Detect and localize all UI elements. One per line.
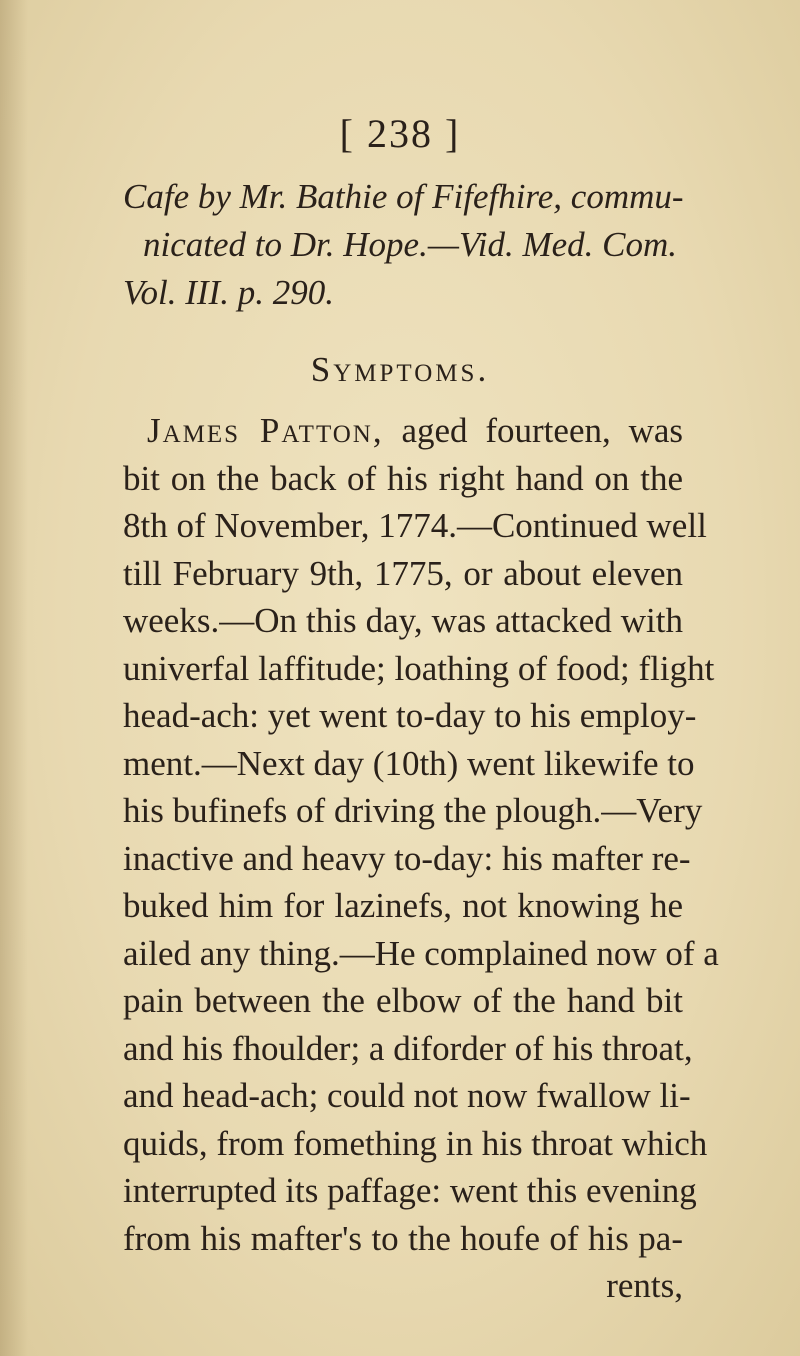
body-line — [123, 407, 683, 455]
body-line: univerfal laffitude; loathing of food; flight — [123, 648, 715, 688]
body-line: till February 9th, 1775, or about eleven — [123, 553, 683, 593]
body-line: head-ach: yet went to-day to his employ- — [123, 696, 697, 735]
patient-name: James Patton, — [147, 411, 384, 450]
body-line: pain between the elbow of the hand bit — [123, 981, 683, 1020]
section-title: Symptoms. — [310, 350, 490, 389]
body-line: and his fhoulder; a diforder of his throat, — [123, 1028, 693, 1068]
body-line: buked him for lazinefs, not knowing he — [123, 886, 683, 925]
body-line: ailed any thing.—He complained now of a — [123, 933, 719, 973]
body-line: and head-ach; could not now fwallow li- — [123, 1076, 691, 1115]
body-line: bit on the back of his right hand on the — [123, 458, 683, 498]
heading-line: nicated to Dr. Hope.—Vid. Med. Com. — [143, 225, 678, 264]
body-line: ment.—Next day (10th) went likewife to — [123, 743, 695, 783]
catchword: rents, — [606, 1266, 683, 1305]
binding-shadow — [0, 0, 28, 1356]
body-line: inactive and heavy to-day: his mafter re- — [123, 838, 691, 878]
body-line: 8th of November, 1774.—Continued well — [123, 506, 707, 545]
body-paragraph — [123, 407, 719, 1310]
page-number: [ 238 ] — [339, 111, 461, 156]
body-line: quids, from fomething in his throat which — [123, 1123, 708, 1163]
body-line: weeks.—On this day, was attacked with — [123, 601, 683, 640]
body-line: interrupted its paffage: went this evening — [123, 1171, 697, 1210]
heading-line: Cafe by Mr. Bathie of Fifefhire, commu- — [123, 177, 684, 216]
body-line-text: aged fourteen, was — [383, 411, 683, 450]
body-line: his bufinefs of driving the plough.—Very — [123, 791, 703, 830]
body-line: from his mafter's to the houfe of his pa- — [123, 1218, 683, 1258]
heading-line: Vol. III. p. 290. — [123, 273, 334, 312]
case-heading — [123, 173, 683, 317]
